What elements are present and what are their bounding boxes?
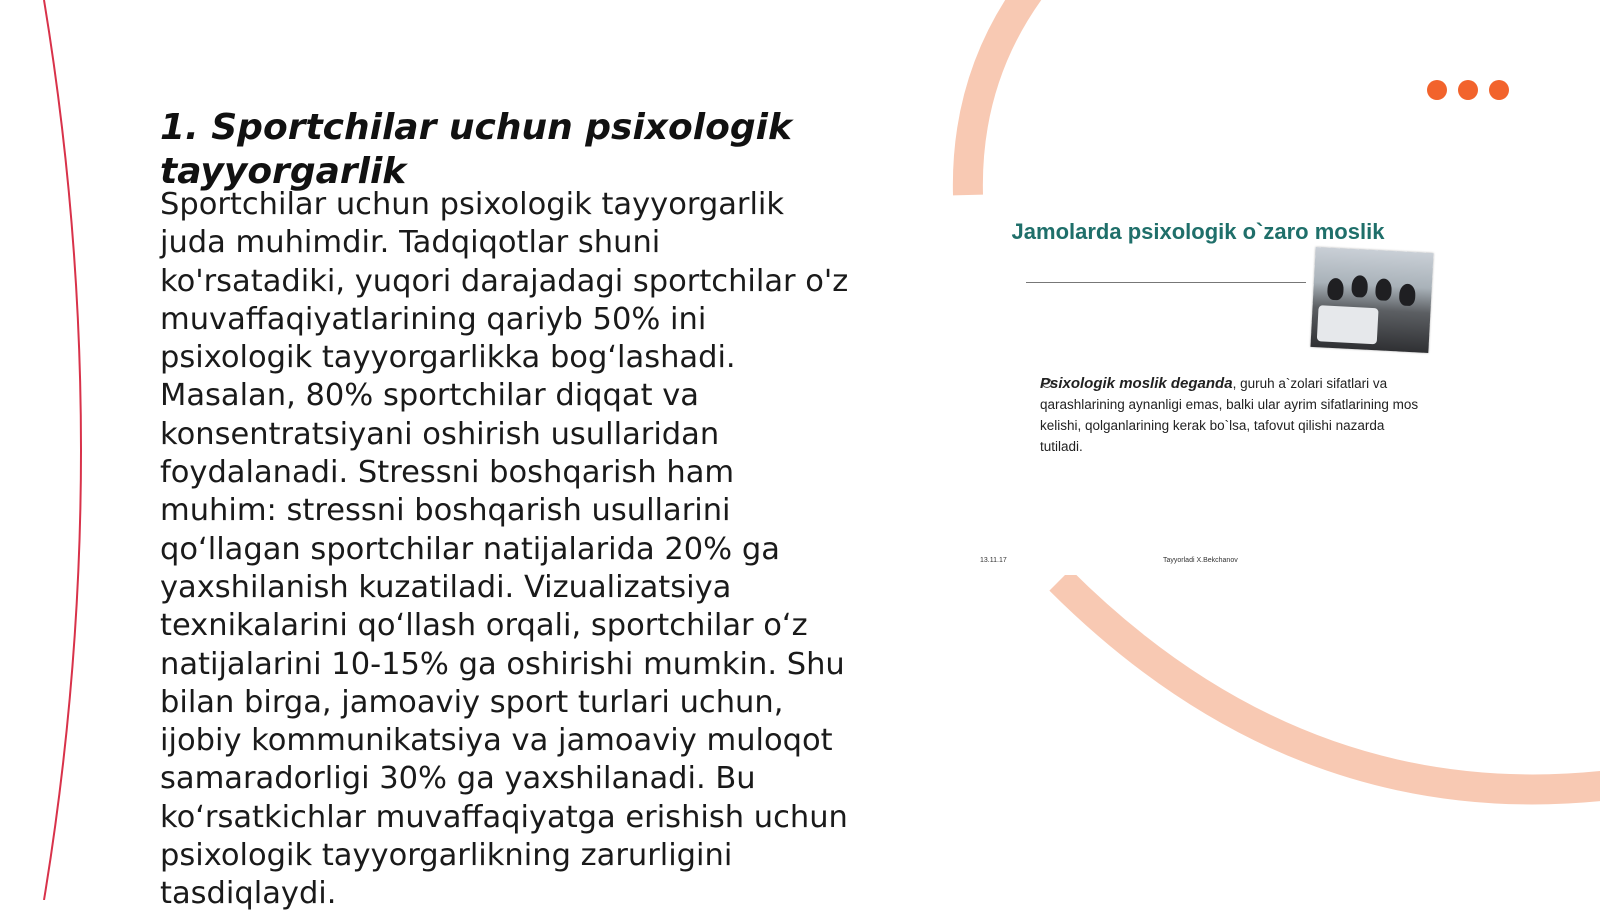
embedded-slide-date: 13.11.17 [980,557,1007,564]
orange-dot [1458,80,1478,100]
orange-dot [1427,80,1447,100]
embedded-slide-title: Jamolarda psixologik o`zaro moslik [1011,219,1385,244]
peach-arc-bottom [1060,580,1600,789]
bullet-rest-text: , guruh a`zolari sifatlari va qarashlarining aynanligi emas, balki ular ayrim sifatlarining mos kelishi, qolganlarining kerak bo`lsa, tafovut qilishi nazarda tutiladi. [1040,376,1419,454]
peach-arc-top [968,0,1030,195]
slide-title: 1. Sportchilar uchun psixologik tayyorgarlik [160,107,792,192]
bullet-lead-text: Psixologik moslik deganda [1040,375,1233,392]
slide-body-text: Sportchilar uchun psixologik tayyorgarlik juda muhimdir. Tadqiqotlar shuni ko'rsatadiki, yuqori darajadagi sportchilar o'z muvaffaqiyatlarining qariyb 50% ini psixologik tayyorgarlikka bogʻlashadi. Masalan, 80% sportchilar diqqat va konsentratsiyani oshirish usullaridan foydalanadi. Stressni boshqarish ham muhim: stressni boshqarish usullarini qoʻllagan sportchilar natijalarida 20% ga yaxshilanish kuzatiladi. Vizualizatsiya texnikalarini qoʻllash orqali, sportchilar oʻz natijalarini 10-15% ga oshirishi mumkin. Shu bilan birga, jamoaviy sport turlari uchun, ijobiy kommunikatsiya va jamoaviy muloqot samaradorligi 30% ga yaxshilanadi. Bu koʻrsatkichlar muvaffaqiyatga erishish uchun psixologik tayyorgarlikning zarurligini tasdiqlaydi. [160,187,849,912]
group-meeting-photo [1310,247,1433,353]
left-red-curve [44,0,81,900]
embedded-slide-divider [1026,282,1306,283]
embedded-slide-bullet [1040,373,1420,457]
orange-dot [1489,80,1509,100]
embedded-slide-image [958,205,1438,575]
decorative-dots [1427,80,1509,100]
embedded-slide-author: Tayyorladi X.Bekchanov [1163,557,1238,564]
